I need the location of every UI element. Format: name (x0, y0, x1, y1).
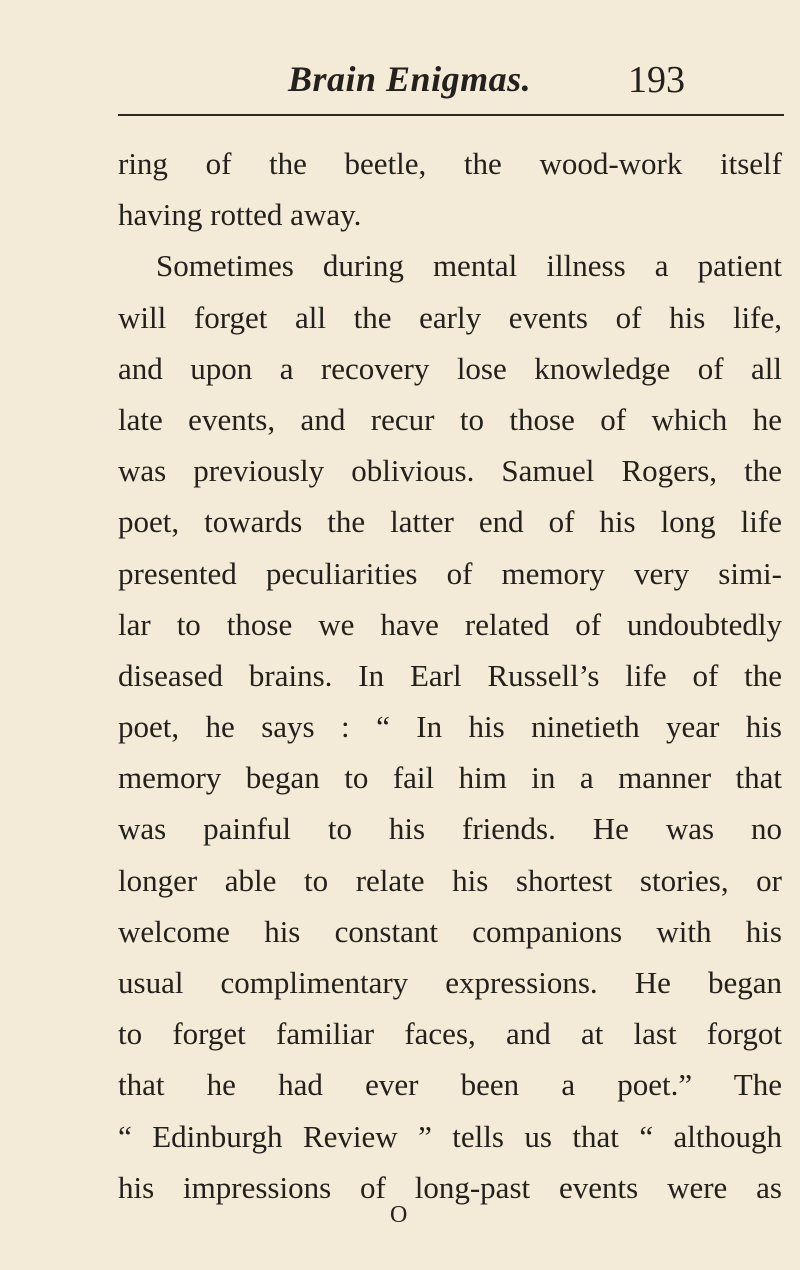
text-line: poet, he says : “ In his ninetieth year his (118, 709, 782, 745)
text-line: was painful to his friends. He was no (118, 811, 782, 847)
text-line: diseased brains. In Earl Russell’s life of the (118, 657, 782, 693)
text-line: was previously oblivious. Samuel Rogers, the (118, 453, 782, 489)
body-text (118, 138, 782, 1213)
text-line: usual complimentary expressions. He began (118, 965, 782, 1000)
text-line: will forget all the early events of his life, (118, 299, 782, 335)
text-line: Sometimes during mental illness a patient (156, 248, 782, 284)
page-number: 193 (628, 59, 685, 101)
signature-mark: O (390, 1202, 408, 1228)
text-line: to forget familiar faces, and at last forgot (118, 1016, 782, 1052)
text-line: having rotted away. (118, 197, 362, 233)
text-line: that he had ever been a poet.” The (118, 1067, 782, 1103)
text-line: poet, towards the latter end of his long life (118, 504, 782, 540)
header-rule (118, 114, 784, 116)
text-line: “ Edinburgh Review ” tells us that “ although (118, 1118, 782, 1154)
text-line: lar to those we have related of undoubtedly (118, 606, 782, 642)
running-title: Brain Enigmas. (288, 59, 532, 99)
running-head (0, 58, 800, 108)
text-line: longer able to relate his shortest stories, or (118, 862, 782, 898)
text-line: memory began to fail him in a manner that (118, 760, 782, 796)
text-line: his impressions of long-past events were as (118, 1169, 782, 1205)
text-line: presented peculiarities of memory very simi- (118, 555, 782, 591)
text-line: and upon a recovery lose knowledge of all (118, 350, 782, 386)
text-line: welcome his constant companions with his (118, 913, 782, 949)
text-line: late events, and recur to those of which he (118, 401, 782, 437)
text-line: ring of the beetle, the wood-work itself (118, 146, 782, 181)
